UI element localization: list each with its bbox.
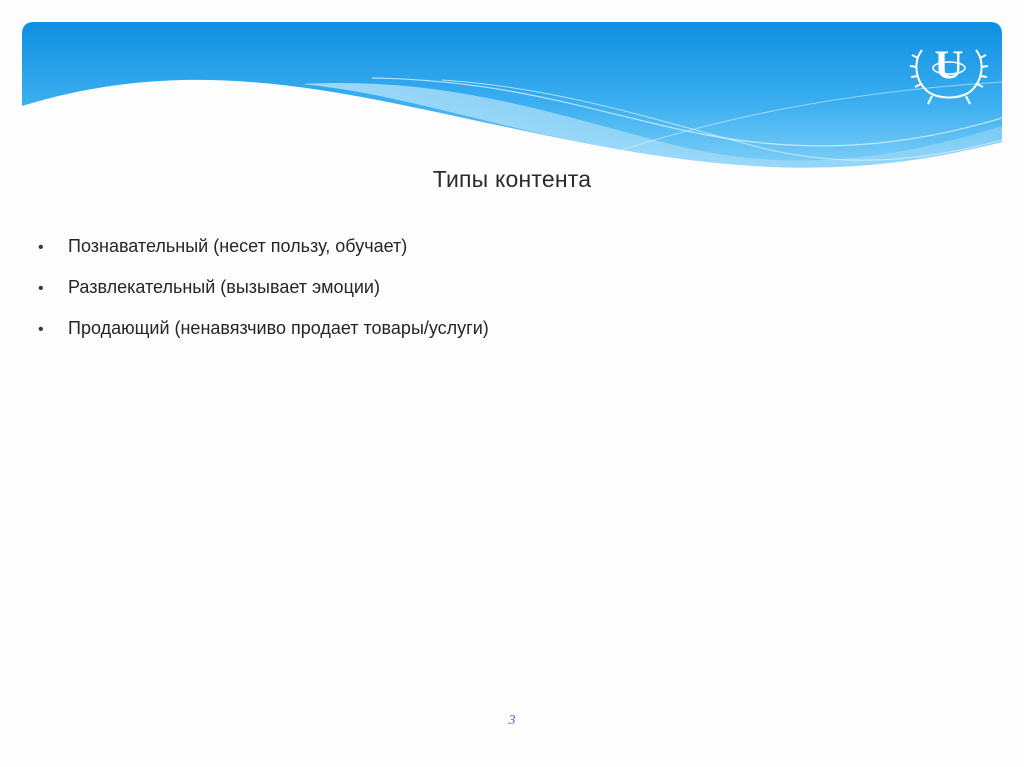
bullet-list [38, 232, 489, 355]
bullet-marker: • [38, 321, 44, 338]
bullet-marker: • [38, 239, 44, 256]
svg-text:U: U [934, 42, 964, 87]
page-number: 3 [508, 713, 516, 728]
bullet-marker: • [38, 280, 44, 297]
slide-title: Типы контента [432, 166, 592, 192]
bullet-text: Развлекательный (вызывает эмоции) [68, 277, 380, 297]
bullet-text: Продающий (ненавязчиво продает товары/услуги) [68, 318, 489, 338]
university-crest-icon [904, 30, 994, 108]
list-item [38, 273, 489, 314]
list-item [38, 314, 489, 355]
bullet-text: Познавательный (несет пользу, обучает) [68, 236, 408, 256]
header-wave-band [22, 22, 1002, 182]
list-item [38, 232, 489, 273]
